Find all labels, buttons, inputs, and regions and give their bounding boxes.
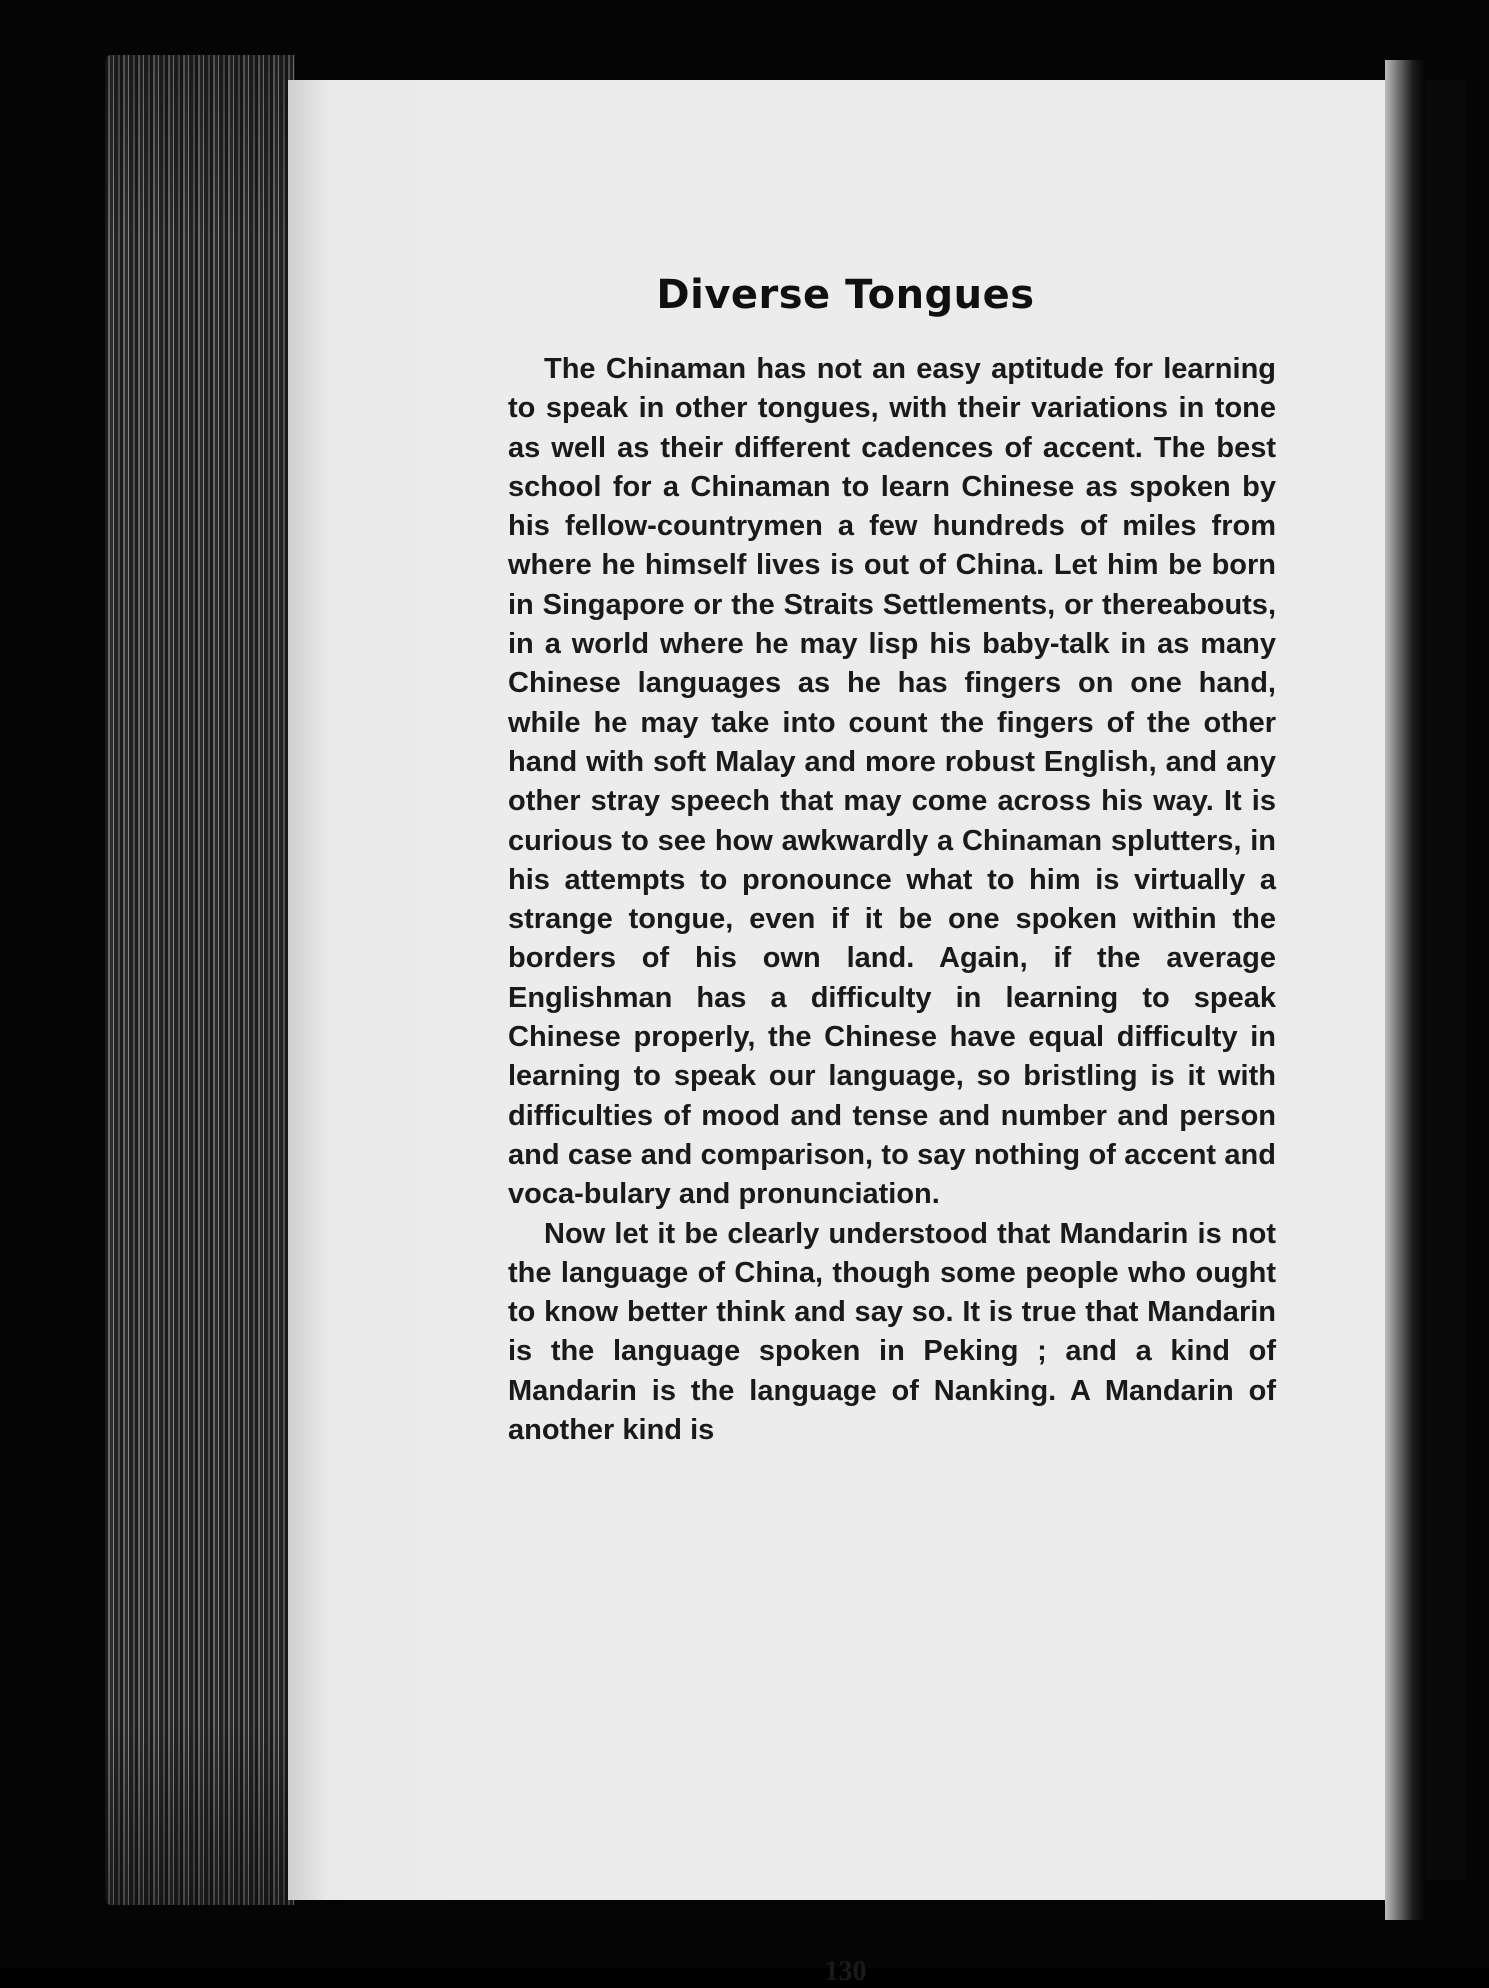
facing-page-edge bbox=[1425, 80, 1465, 1880]
page-number: 130 bbox=[824, 1956, 867, 1987]
chapter-heading: Diverse Tongues bbox=[656, 272, 1035, 318]
paragraph-2: Now let it be clearly understood that Mandarin is not the language of China, though some people who ought to know better think and say so. It is true that Mandarin is the language spoken in Peking ; and a kind of Mandarin is the language of Nanking. A Mandarin of another kind is bbox=[508, 1217, 1276, 1447]
paragraph-1: The Chinaman has not an easy aptitude for learning to speak in other tongues, with their variations in tone as well as their different cadences of accent. The best school for a Chinaman to learn Chinese as spoken by his fellow-countrymen a few hundreds of miles from where he himself lives is out of China. Let him be born in Singapore or the Straits Settlements, or thereabouts, in a world where he may lisp his baby-talk in as many Chinese languages as he has fingers on one hand, while he may take into count the fingers of the other hand with soft Malay and more robust English, and any other stray speech that may come across his way. It is curious to see how awkwardly a Chinaman splutters, in his attempts to pronounce what to him is virtually a strange tongue, even if it be one spoken within the borders of his own land. Again, if the average Englishman has a difficulty in learning to speak Chinese properly, the Chinese have equal difficulty in learning to speak our language, so bristling is it with difficulties of mood and tense and number and person and case and comparison, to say nothing of accent and voca-bulary and pronunciation. bbox=[508, 353, 1276, 1211]
book-page-edges bbox=[105, 55, 295, 1905]
body-text bbox=[508, 350, 1276, 1450]
book-gutter bbox=[1385, 60, 1425, 1920]
